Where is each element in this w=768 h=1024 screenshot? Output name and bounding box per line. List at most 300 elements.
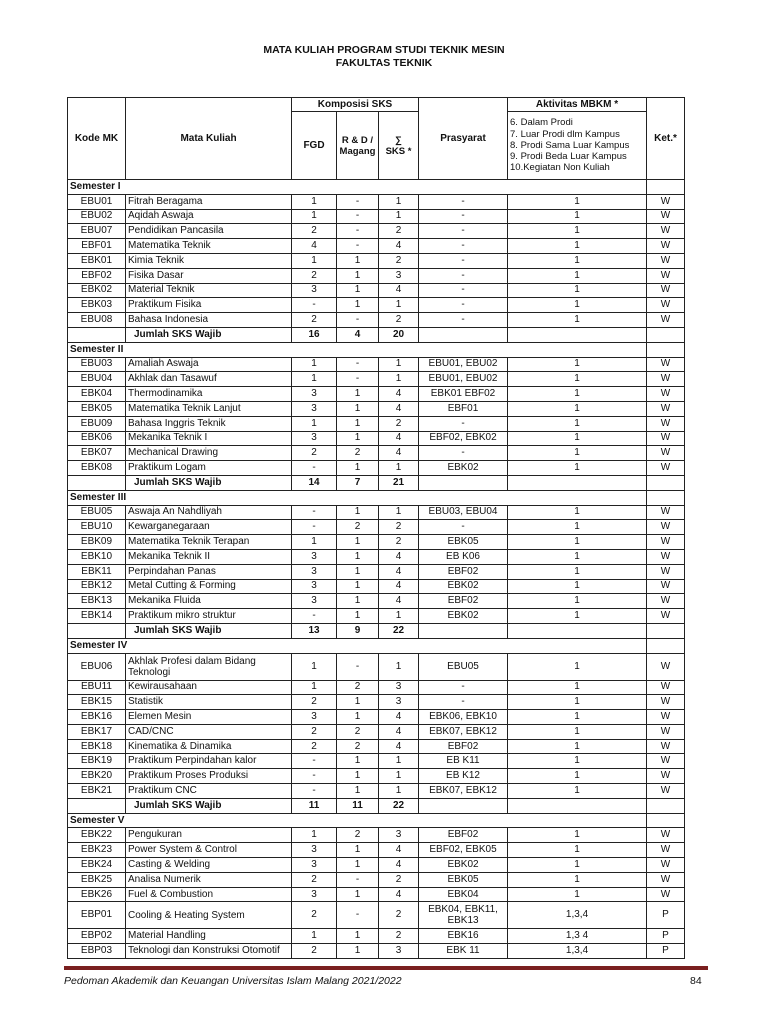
activity-option: 8. Prodi Sama Luar Kampus bbox=[510, 139, 630, 151]
sks-value: 4 bbox=[379, 549, 419, 564]
semester-empty-cell bbox=[647, 638, 685, 653]
ket-value: W bbox=[647, 431, 685, 446]
table-row bbox=[68, 724, 685, 739]
mbkm-activity: 1 bbox=[508, 461, 647, 476]
prerequisite: EBK07, EBK12 bbox=[419, 724, 508, 739]
table-row bbox=[68, 843, 685, 858]
prerequisite: EBK05 bbox=[419, 535, 508, 550]
course-code: EBF02 bbox=[68, 268, 126, 283]
semester-label: Semester IV bbox=[68, 638, 647, 653]
activity-option: 10.Kegiatan Non Kuliah bbox=[510, 162, 610, 174]
table-row bbox=[68, 579, 685, 594]
ket-value: W bbox=[647, 387, 685, 402]
rd-value: 1 bbox=[337, 387, 379, 402]
header-aktivitas: Aktivitas MBKM * bbox=[508, 98, 647, 112]
prerequisite: - bbox=[419, 416, 508, 431]
rd-value: - bbox=[337, 357, 379, 372]
ket-value: W bbox=[647, 357, 685, 372]
course-name: Material Teknik bbox=[126, 283, 292, 298]
prerequisite: EBF02, EBK02 bbox=[419, 431, 508, 446]
table-row bbox=[68, 609, 685, 624]
rd-value: 1 bbox=[337, 431, 379, 446]
course-code: EBK02 bbox=[68, 283, 126, 298]
page-subtitle: FAKULTAS TEKNIK bbox=[335, 57, 433, 69]
header-mata-kuliah: Mata Kuliah bbox=[126, 98, 292, 180]
rd-value: 1 bbox=[337, 609, 379, 624]
table-row bbox=[68, 268, 685, 283]
prerequisite: EBK 11 bbox=[419, 944, 508, 959]
prerequisite: EBK05 bbox=[419, 872, 508, 887]
table-row bbox=[68, 298, 685, 313]
prerequisite: - bbox=[419, 224, 508, 239]
fgd-value: 2 bbox=[292, 695, 337, 710]
table-row bbox=[68, 549, 685, 564]
ket-value: W bbox=[647, 209, 685, 224]
course-name: Mekanika Fluida bbox=[126, 594, 292, 609]
sks-value: 4 bbox=[379, 239, 419, 254]
course-code: EBK08 bbox=[68, 461, 126, 476]
rd-value: 1 bbox=[337, 944, 379, 959]
fgd-value: 1 bbox=[292, 357, 337, 372]
table-row bbox=[68, 387, 685, 402]
course-name: Teknologi dan Konstruksi Otomotif bbox=[126, 944, 292, 959]
total-fgd: 13 bbox=[292, 623, 337, 638]
table-row bbox=[68, 739, 685, 754]
ket-value: W bbox=[647, 239, 685, 254]
sks-value: 4 bbox=[379, 843, 419, 858]
sks-value: 4 bbox=[379, 431, 419, 446]
fgd-value: 2 bbox=[292, 446, 337, 461]
course-code: EBK22 bbox=[68, 828, 126, 843]
sks-value: 1 bbox=[379, 209, 419, 224]
course-code: EBK26 bbox=[68, 887, 126, 902]
sks-value: 3 bbox=[379, 268, 419, 283]
total-empty-cell bbox=[68, 623, 126, 638]
course-code: EBK06 bbox=[68, 431, 126, 446]
course-code: EBK24 bbox=[68, 858, 126, 873]
fgd-value: 1 bbox=[292, 253, 337, 268]
course-name: Metal Cutting & Forming bbox=[126, 579, 292, 594]
prerequisite: EBU05 bbox=[419, 653, 508, 680]
activity-option: 6. Dalam Prodi bbox=[510, 117, 573, 129]
total-label: Jumlah SKS Wajib bbox=[126, 327, 292, 342]
page-number: 84 bbox=[690, 975, 702, 987]
prerequisite: EBK06, EBK10 bbox=[419, 710, 508, 725]
rd-value: 1 bbox=[337, 710, 379, 725]
course-code: EBK03 bbox=[68, 298, 126, 313]
total-rd: 7 bbox=[337, 475, 379, 490]
table-row bbox=[68, 858, 685, 873]
total-empty-cell bbox=[68, 798, 126, 813]
rd-value: 1 bbox=[337, 843, 379, 858]
course-code: EBP01 bbox=[68, 902, 126, 929]
table-row bbox=[68, 431, 685, 446]
course-code: EBK15 bbox=[68, 695, 126, 710]
sks-value: 2 bbox=[379, 224, 419, 239]
rd-value: - bbox=[337, 209, 379, 224]
prerequisite: EBF02 bbox=[419, 594, 508, 609]
fgd-value: 2 bbox=[292, 872, 337, 887]
course-name: Pengukuran bbox=[126, 828, 292, 843]
course-name: CAD/CNC bbox=[126, 724, 292, 739]
semester-empty-cell bbox=[647, 490, 685, 505]
course-name: Matematika Teknik Lanjut bbox=[126, 401, 292, 416]
course-name: Praktikum Fisika bbox=[126, 298, 292, 313]
ket-value: W bbox=[647, 858, 685, 873]
course-name: Casting & Welding bbox=[126, 858, 292, 873]
table-row bbox=[68, 754, 685, 769]
fgd-value: - bbox=[292, 784, 337, 799]
total-fgd: 11 bbox=[292, 798, 337, 813]
mbkm-activity: 1 bbox=[508, 209, 647, 224]
prerequisite: EBF02 bbox=[419, 828, 508, 843]
rd-value: 1 bbox=[337, 564, 379, 579]
ket-value: W bbox=[647, 549, 685, 564]
course-name: Perpindahan Panas bbox=[126, 564, 292, 579]
activity-option: 9. Prodi Beda Luar Kampus bbox=[510, 151, 627, 163]
course-code: EBK05 bbox=[68, 401, 126, 416]
rd-value: 2 bbox=[337, 446, 379, 461]
sks-value: 1 bbox=[379, 357, 419, 372]
fgd-value: - bbox=[292, 769, 337, 784]
course-name: Bahasa Inggris Teknik bbox=[126, 416, 292, 431]
course-name: Amaliah Aswaja bbox=[126, 357, 292, 372]
prerequisite: EBU01, EBU02 bbox=[419, 357, 508, 372]
course-code: EBK13 bbox=[68, 594, 126, 609]
course-name: Matematika Teknik bbox=[126, 239, 292, 254]
sks-value: 1 bbox=[379, 653, 419, 680]
mbkm-activity: 1 bbox=[508, 843, 647, 858]
ket-value: W bbox=[647, 710, 685, 725]
fgd-value: 3 bbox=[292, 710, 337, 725]
rd-value: 1 bbox=[337, 754, 379, 769]
total-rd: 4 bbox=[337, 327, 379, 342]
course-code: EBU04 bbox=[68, 372, 126, 387]
rd-value: 1 bbox=[337, 401, 379, 416]
total-fgd: 16 bbox=[292, 327, 337, 342]
ket-value: W bbox=[647, 194, 685, 209]
ket-value: W bbox=[647, 739, 685, 754]
fgd-value: 3 bbox=[292, 843, 337, 858]
ket-value: W bbox=[647, 695, 685, 710]
total-empty-cell bbox=[647, 327, 685, 342]
sks-value: 4 bbox=[379, 446, 419, 461]
table-row bbox=[68, 710, 685, 725]
semester-header-row bbox=[68, 490, 685, 505]
table-row bbox=[68, 769, 685, 784]
course-code: EBK19 bbox=[68, 754, 126, 769]
prerequisite: - bbox=[419, 695, 508, 710]
mbkm-activity: 1 bbox=[508, 769, 647, 784]
sks-value: 4 bbox=[379, 724, 419, 739]
semester-header-row bbox=[68, 342, 685, 357]
course-name: Bahasa Indonesia bbox=[126, 313, 292, 328]
total-fgd: 14 bbox=[292, 475, 337, 490]
course-code: EBU07 bbox=[68, 224, 126, 239]
mbkm-activity: 1 bbox=[508, 609, 647, 624]
mbkm-activity: 1,3,4 bbox=[508, 944, 647, 959]
header-ket: Ket.* bbox=[647, 98, 685, 180]
course-code: EBK14 bbox=[68, 609, 126, 624]
ket-value: W bbox=[647, 461, 685, 476]
total-rd: 11 bbox=[337, 798, 379, 813]
rd-value: 1 bbox=[337, 505, 379, 520]
mbkm-activity: 1 bbox=[508, 224, 647, 239]
rd-value: - bbox=[337, 872, 379, 887]
sks-value: 4 bbox=[379, 887, 419, 902]
prerequisite: EBK01 EBF02 bbox=[419, 387, 508, 402]
ket-value: W bbox=[647, 680, 685, 695]
mbkm-activity: 1 bbox=[508, 535, 647, 550]
mbkm-activity: 1 bbox=[508, 887, 647, 902]
ket-value: P bbox=[647, 902, 685, 929]
total-empty-cell bbox=[508, 475, 647, 490]
total-empty-cell bbox=[508, 623, 647, 638]
fgd-value: 1 bbox=[292, 680, 337, 695]
rd-value: - bbox=[337, 194, 379, 209]
course-name: Kewarganegaraan bbox=[126, 520, 292, 535]
rd-value: - bbox=[337, 313, 379, 328]
fgd-value: 3 bbox=[292, 283, 337, 298]
course-code: EBK17 bbox=[68, 724, 126, 739]
sks-value: 3 bbox=[379, 680, 419, 695]
mbkm-activity: 1 bbox=[508, 828, 647, 843]
header-rd bbox=[337, 112, 379, 180]
mbkm-activity: 1 bbox=[508, 431, 647, 446]
mbkm-activity: 1 bbox=[508, 372, 647, 387]
course-name: Praktikum Logam bbox=[126, 461, 292, 476]
sks-value: 1 bbox=[379, 194, 419, 209]
course-code: EBU02 bbox=[68, 209, 126, 224]
table-row bbox=[68, 872, 685, 887]
total-empty-cell bbox=[68, 327, 126, 342]
prerequisite: EBK02 bbox=[419, 579, 508, 594]
mbkm-activity: 1 bbox=[508, 784, 647, 799]
prerequisite: - bbox=[419, 680, 508, 695]
course-code: EBK23 bbox=[68, 843, 126, 858]
mbkm-activity: 1 bbox=[508, 446, 647, 461]
ket-value: W bbox=[647, 653, 685, 680]
fgd-value: - bbox=[292, 520, 337, 535]
header-prasyarat: Prasyarat bbox=[419, 98, 508, 180]
course-name: Pendidikan Pancasila bbox=[126, 224, 292, 239]
rd-value: 2 bbox=[337, 680, 379, 695]
mbkm-activity: 1 bbox=[508, 268, 647, 283]
total-empty-cell bbox=[508, 798, 647, 813]
mbkm-activity: 1 bbox=[508, 357, 647, 372]
fgd-value: 3 bbox=[292, 579, 337, 594]
course-name: Mechanical Drawing bbox=[126, 446, 292, 461]
ket-value: W bbox=[647, 594, 685, 609]
header-fgd: FGD bbox=[292, 112, 337, 180]
sks-value: 4 bbox=[379, 401, 419, 416]
total-empty-cell bbox=[419, 475, 508, 490]
prerequisite: - bbox=[419, 209, 508, 224]
sks-value: 3 bbox=[379, 944, 419, 959]
ket-value: W bbox=[647, 609, 685, 624]
mbkm-activity: 1 bbox=[508, 564, 647, 579]
table-row bbox=[68, 695, 685, 710]
table-row bbox=[68, 416, 685, 431]
sks-value: 4 bbox=[379, 387, 419, 402]
fgd-value: 3 bbox=[292, 549, 337, 564]
total-empty-cell bbox=[419, 327, 508, 342]
course-name: Kewirausahaan bbox=[126, 680, 292, 695]
course-code: EBP02 bbox=[68, 929, 126, 944]
rd-value: 2 bbox=[337, 520, 379, 535]
table-row bbox=[68, 372, 685, 387]
sks-value: 2 bbox=[379, 253, 419, 268]
rd-value: 1 bbox=[337, 461, 379, 476]
course-name: Fuel & Combustion bbox=[126, 887, 292, 902]
table-row bbox=[68, 446, 685, 461]
table-row bbox=[68, 887, 685, 902]
header-sks-label: SKS * bbox=[385, 145, 412, 157]
ket-value: W bbox=[647, 769, 685, 784]
course-code: EBU10 bbox=[68, 520, 126, 535]
course-name: Akhlak dan Tasawuf bbox=[126, 372, 292, 387]
prerequisite: - bbox=[419, 239, 508, 254]
ket-value: W bbox=[647, 401, 685, 416]
fgd-value: 2 bbox=[292, 268, 337, 283]
mbkm-activity: 1 bbox=[508, 710, 647, 725]
header-sks bbox=[379, 112, 419, 180]
fgd-value: 1 bbox=[292, 194, 337, 209]
table-row bbox=[68, 461, 685, 476]
ket-value: W bbox=[647, 872, 685, 887]
sks-value: 1 bbox=[379, 372, 419, 387]
prerequisite: EBK02 bbox=[419, 609, 508, 624]
header-rd-line2: Magang bbox=[339, 145, 376, 157]
fgd-value: 2 bbox=[292, 724, 337, 739]
course-name: Thermodinamika bbox=[126, 387, 292, 402]
prerequisite: EBU01, EBU02 bbox=[419, 372, 508, 387]
course-name: Praktikum Perpindahan kalor bbox=[126, 754, 292, 769]
fgd-value: 3 bbox=[292, 594, 337, 609]
ket-value: P bbox=[647, 944, 685, 959]
page-title: MATA KULIAH PROGRAM STUDI TEKNIK MESIN bbox=[263, 44, 505, 56]
fgd-value: 3 bbox=[292, 401, 337, 416]
sks-value: 4 bbox=[379, 283, 419, 298]
rd-value: 1 bbox=[337, 253, 379, 268]
ket-value: W bbox=[647, 416, 685, 431]
prerequisite: - bbox=[419, 313, 508, 328]
mbkm-activity: 1 bbox=[508, 387, 647, 402]
footer-text: Pedoman Akademik dan Keuangan Universitas Islam Malang 2021/2022 bbox=[64, 975, 402, 987]
ket-value: W bbox=[647, 843, 685, 858]
prerequisite: - bbox=[419, 446, 508, 461]
fgd-value: - bbox=[292, 461, 337, 476]
course-code: EBU08 bbox=[68, 313, 126, 328]
course-code: EBK09 bbox=[68, 535, 126, 550]
total-label: Jumlah SKS Wajib bbox=[126, 623, 292, 638]
prerequisite: - bbox=[419, 194, 508, 209]
table-row bbox=[68, 784, 685, 799]
sks-value: 1 bbox=[379, 754, 419, 769]
rd-value: 1 bbox=[337, 579, 379, 594]
prerequisite: EBF02, EBK05 bbox=[419, 843, 508, 858]
fgd-value: 3 bbox=[292, 887, 337, 902]
course-code: EBK01 bbox=[68, 253, 126, 268]
fgd-value: 1 bbox=[292, 653, 337, 680]
course-code: EBP03 bbox=[68, 944, 126, 959]
table-row bbox=[68, 209, 685, 224]
rd-value: - bbox=[337, 902, 379, 929]
table-row bbox=[68, 944, 685, 959]
course-name: Mekanika Teknik II bbox=[126, 549, 292, 564]
ket-value: W bbox=[647, 253, 685, 268]
table-row bbox=[68, 902, 685, 929]
sks-value: 2 bbox=[379, 929, 419, 944]
header-sigma: ∑ bbox=[395, 134, 402, 146]
total-label: Jumlah SKS Wajib bbox=[126, 798, 292, 813]
mbkm-activity: 1 bbox=[508, 520, 647, 535]
rd-value: - bbox=[337, 224, 379, 239]
prerequisite: EBF02 bbox=[419, 564, 508, 579]
semester-header-row bbox=[68, 813, 685, 828]
ket-value: W bbox=[647, 564, 685, 579]
rd-value: 1 bbox=[337, 929, 379, 944]
mbkm-activity: 1 bbox=[508, 253, 647, 268]
ket-value: W bbox=[647, 828, 685, 843]
course-code: EBK11 bbox=[68, 564, 126, 579]
table-row bbox=[68, 313, 685, 328]
mbkm-activity: 1 bbox=[508, 194, 647, 209]
table-row bbox=[68, 520, 685, 535]
ket-value: P bbox=[647, 929, 685, 944]
ket-value: W bbox=[647, 887, 685, 902]
total-sks: 22 bbox=[379, 623, 419, 638]
ket-value: W bbox=[647, 784, 685, 799]
table-row bbox=[68, 194, 685, 209]
mbkm-activity: 1 bbox=[508, 695, 647, 710]
fgd-value: 3 bbox=[292, 431, 337, 446]
course-name: Praktikum mikro struktur bbox=[126, 609, 292, 624]
course-table bbox=[67, 97, 685, 959]
course-code: EBU09 bbox=[68, 416, 126, 431]
prerequisite: EBK02 bbox=[419, 461, 508, 476]
sks-value: 1 bbox=[379, 609, 419, 624]
fgd-value: - bbox=[292, 505, 337, 520]
ket-value: W bbox=[647, 579, 685, 594]
total-sks: 22 bbox=[379, 798, 419, 813]
course-name: Matematika Teknik Terapan bbox=[126, 535, 292, 550]
rd-value: 1 bbox=[337, 535, 379, 550]
prerequisite: - bbox=[419, 283, 508, 298]
fgd-value: 3 bbox=[292, 564, 337, 579]
semester-empty-cell bbox=[647, 342, 685, 357]
course-table-body bbox=[68, 180, 685, 959]
mbkm-activity: 1 bbox=[508, 653, 647, 680]
semester-header-row bbox=[68, 180, 685, 195]
fgd-value: - bbox=[292, 609, 337, 624]
course-code: EBU11 bbox=[68, 680, 126, 695]
ket-value: W bbox=[647, 283, 685, 298]
course-code: EBK21 bbox=[68, 784, 126, 799]
sks-value: 2 bbox=[379, 313, 419, 328]
table-row bbox=[68, 929, 685, 944]
prerequisite: EB K06 bbox=[419, 549, 508, 564]
course-name: Aswaja An Nahdliyah bbox=[126, 505, 292, 520]
course-name: Mekanika Teknik I bbox=[126, 431, 292, 446]
sks-value: 1 bbox=[379, 505, 419, 520]
mbkm-activity: 1 bbox=[508, 724, 647, 739]
fgd-value: 1 bbox=[292, 828, 337, 843]
course-name: Statistik bbox=[126, 695, 292, 710]
ket-value: W bbox=[647, 372, 685, 387]
prerequisite: - bbox=[419, 520, 508, 535]
table-row bbox=[68, 535, 685, 550]
